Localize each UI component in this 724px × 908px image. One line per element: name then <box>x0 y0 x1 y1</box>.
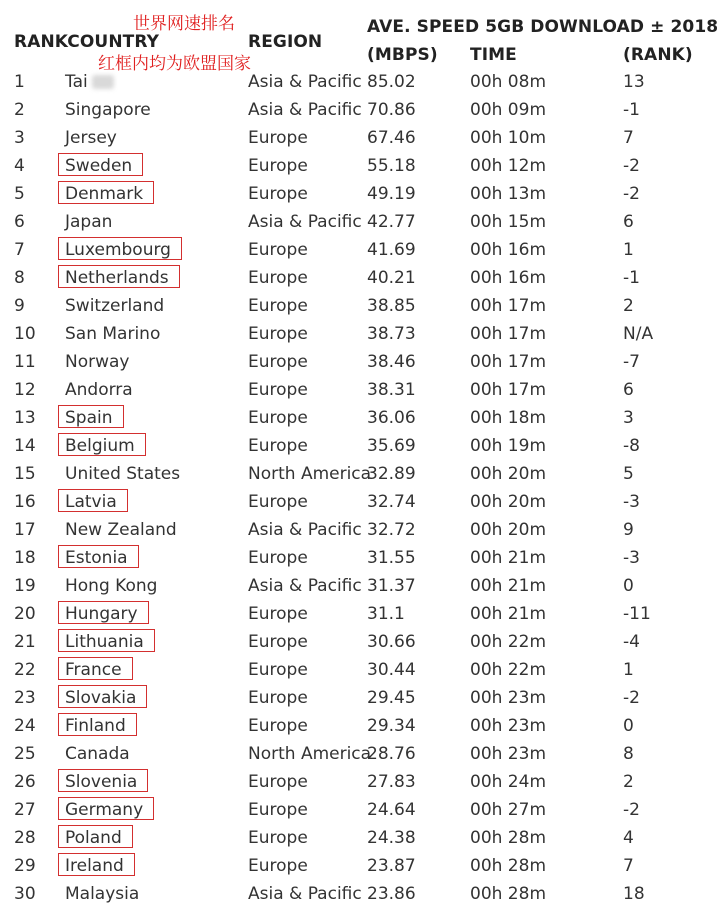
region-cell: North America <box>248 744 372 764</box>
region-cell: Europe <box>248 492 308 512</box>
speed-cell: 35.69 <box>367 436 416 456</box>
download-time-cell: 00h 18m <box>470 408 547 428</box>
country-cell: Tai <box>65 72 88 92</box>
country-cell: Luxembourg <box>65 240 171 260</box>
rank-change-cell: -7 <box>623 352 640 372</box>
region-cell: Europe <box>248 380 308 400</box>
download-time-cell: 00h 12m <box>470 156 547 176</box>
rank-change-cell: 2 <box>623 296 634 316</box>
download-time-cell: 00h 28m <box>470 884 547 904</box>
rank-cell: 28 <box>14 828 36 848</box>
country-cell: Slovakia <box>65 688 137 708</box>
table-row <box>0 544 724 572</box>
speed-cell: 70.86 <box>367 100 416 120</box>
rank-cell: 17 <box>14 520 36 540</box>
rank-cell: 16 <box>14 492 36 512</box>
download-time-cell: 00h 17m <box>470 296 547 316</box>
table-row <box>0 628 724 656</box>
country-cell: Latvia <box>65 492 117 512</box>
region-cell: Europe <box>248 352 308 372</box>
download-time-cell: 00h 23m <box>470 716 547 736</box>
eu-highlight-box <box>58 853 135 876</box>
eu-highlight-box <box>58 237 182 260</box>
speed-cell: 41.69 <box>367 240 416 260</box>
rank-change-cell: 1 <box>623 660 634 680</box>
speed-cell: 38.46 <box>367 352 416 372</box>
region-cell: Asia & Pacific <box>248 520 362 540</box>
speed-cell: 38.85 <box>367 296 416 316</box>
eu-highlight-box <box>58 265 180 288</box>
region-cell: Asia & Pacific <box>248 212 362 232</box>
rank-cell: 6 <box>14 212 25 232</box>
download-time-cell: 00h 19m <box>470 436 547 456</box>
speed-cell: 31.37 <box>367 576 416 596</box>
rank-cell: 10 <box>14 324 36 344</box>
download-time-cell: 00h 28m <box>470 828 547 848</box>
speed-cell: 40.21 <box>367 268 416 288</box>
country-cell: Finland <box>65 716 126 736</box>
speed-cell: 28.76 <box>367 744 416 764</box>
header-time: TIME <box>470 45 517 65</box>
speed-cell: 36.06 <box>367 408 416 428</box>
eu-highlight-box <box>58 433 146 456</box>
download-time-cell: 00h 21m <box>470 604 547 624</box>
table-row <box>0 292 724 320</box>
rank-change-cell: N/A <box>623 324 654 344</box>
rank-cell: 11 <box>14 352 36 372</box>
download-time-cell: 00h 10m <box>470 128 547 148</box>
download-time-cell: 00h 16m <box>470 240 547 260</box>
country-cell: Belgium <box>65 436 135 456</box>
redaction-blur <box>92 75 114 89</box>
eu-highlight-box <box>58 825 133 848</box>
eu-highlight-box <box>58 713 137 736</box>
country-cell: United States <box>65 464 181 484</box>
rank-change-cell: 6 <box>623 212 634 232</box>
download-time-cell: 00h 09m <box>470 100 547 120</box>
download-time-cell: 00h 17m <box>470 324 547 344</box>
speed-cell: 38.73 <box>367 324 416 344</box>
download-time-cell: 00h 13m <box>470 184 547 204</box>
country-cell: Singapore <box>65 100 151 120</box>
eu-highlight-box <box>58 769 148 792</box>
country-cell: Switzerland <box>65 296 165 316</box>
rank-cell: 14 <box>14 436 36 456</box>
rank-change-cell: 4 <box>623 828 634 848</box>
region-cell: Europe <box>248 660 308 680</box>
speed-cell: 23.87 <box>367 856 416 876</box>
rank-change-cell: -2 <box>623 184 640 204</box>
rank-change-cell: 13 <box>623 72 645 92</box>
rank-change-cell: 8 <box>623 744 634 764</box>
speed-cell: 29.45 <box>367 688 416 708</box>
region-cell: Europe <box>248 268 308 288</box>
rank-change-cell: -8 <box>623 436 640 456</box>
rank-change-cell: -1 <box>623 100 640 120</box>
rank-cell: 2 <box>14 100 25 120</box>
region-cell: Asia & Pacific <box>248 576 362 596</box>
country-cell: Malaysia <box>65 884 140 904</box>
download-time-cell: 00h 22m <box>470 632 547 652</box>
speed-cell: 24.64 <box>367 800 416 820</box>
table-row <box>0 656 724 684</box>
country-cell: Canada <box>65 744 130 764</box>
region-cell: Europe <box>248 240 308 260</box>
header-speed: AVE. SPEED 5GB DOWNLOAD ± 2018 <box>367 17 719 37</box>
download-time-cell: 00h 17m <box>470 380 547 400</box>
table-row <box>0 460 724 488</box>
rank-change-cell: 2 <box>623 772 634 792</box>
region-cell: Asia & Pacific <box>248 72 362 92</box>
rank-cell: 3 <box>14 128 25 148</box>
download-time-cell: 00h 17m <box>470 352 547 372</box>
country-cell: France <box>65 660 122 680</box>
rank-cell: 20 <box>14 604 36 624</box>
rank-change-cell: 0 <box>623 716 634 736</box>
table-row <box>0 852 724 880</box>
table-row <box>0 376 724 404</box>
region-cell: Europe <box>248 856 308 876</box>
eu-highlight-box <box>58 685 147 708</box>
table-row <box>0 712 724 740</box>
table-row <box>0 320 724 348</box>
country-cell: Jersey <box>65 128 117 148</box>
country-cell: San Marino <box>65 324 161 344</box>
rank-cell: 21 <box>14 632 36 652</box>
country-cell: Poland <box>65 828 122 848</box>
rank-cell: 12 <box>14 380 36 400</box>
country-cell: Sweden <box>65 156 133 176</box>
eu-highlight-box <box>58 405 124 428</box>
region-cell: Europe <box>248 800 308 820</box>
eu-highlight-box <box>58 657 133 680</box>
download-time-cell: 00h 28m <box>470 856 547 876</box>
country-cell: Lithuania <box>65 632 144 652</box>
region-cell: Europe <box>248 156 308 176</box>
rank-cell: 4 <box>14 156 25 176</box>
speed-cell: 32.89 <box>367 464 416 484</box>
region-cell: Europe <box>248 688 308 708</box>
download-time-cell: 00h 20m <box>470 464 547 484</box>
country-cell: Slovenia <box>65 772 138 792</box>
rank-cell: 27 <box>14 800 36 820</box>
rank-change-cell: 3 <box>623 408 634 428</box>
country-cell: New Zealand <box>65 520 177 540</box>
region-cell: Europe <box>248 324 308 344</box>
table-row <box>0 768 724 796</box>
download-time-cell: 00h 21m <box>470 548 547 568</box>
rank-cell: 26 <box>14 772 36 792</box>
rank-cell: 19 <box>14 576 36 596</box>
table-row <box>0 96 724 124</box>
download-time-cell: 00h 23m <box>470 744 547 764</box>
download-time-cell: 00h 24m <box>470 772 547 792</box>
rank-cell: 22 <box>14 660 36 680</box>
table-row <box>0 348 724 376</box>
region-cell: Asia & Pacific <box>248 100 362 120</box>
country-cell: Denmark <box>65 184 144 204</box>
download-time-cell: 00h 20m <box>470 520 547 540</box>
region-cell: Europe <box>248 716 308 736</box>
table-row <box>0 600 724 628</box>
table-row <box>0 124 724 152</box>
table-row <box>0 796 724 824</box>
table-row <box>0 684 724 712</box>
region-cell: Europe <box>248 772 308 792</box>
rank-change-cell: -2 <box>623 156 640 176</box>
region-cell: Europe <box>248 548 308 568</box>
speed-cell: 32.74 <box>367 492 416 512</box>
rank-change-cell: 18 <box>623 884 645 904</box>
rank-change-cell: 0 <box>623 576 634 596</box>
table-row <box>0 824 724 852</box>
table-row <box>0 488 724 516</box>
region-cell: Europe <box>248 128 308 148</box>
country-cell: Andorra <box>65 380 133 400</box>
region-cell: Europe <box>248 296 308 316</box>
region-cell: Europe <box>248 436 308 456</box>
country-cell: Netherlands <box>65 268 169 288</box>
rank-cell: 25 <box>14 744 36 764</box>
download-time-cell: 00h 22m <box>470 660 547 680</box>
speed-cell: 32.72 <box>367 520 416 540</box>
download-time-cell: 00h 23m <box>470 688 547 708</box>
country-cell: Hong Kong <box>65 576 158 596</box>
download-time-cell: 00h 08m <box>470 72 547 92</box>
speed-cell: 23.86 <box>367 884 416 904</box>
table-row <box>0 516 724 544</box>
region-cell: Europe <box>248 632 308 652</box>
rank-cell: 8 <box>14 268 25 288</box>
download-time-cell: 00h 20m <box>470 492 547 512</box>
region-cell: Asia & Pacific <box>248 884 362 904</box>
rank-change-cell: -4 <box>623 632 640 652</box>
table-row <box>0 264 724 292</box>
header-region: REGION <box>248 32 323 52</box>
rank-cell: 1 <box>14 72 25 92</box>
speed-cell: 31.55 <box>367 548 416 568</box>
country-cell: Hungary <box>65 604 138 624</box>
region-cell: North America <box>248 464 372 484</box>
speed-cell: 29.34 <box>367 716 416 736</box>
download-time-cell: 00h 27m <box>470 800 547 820</box>
country-cell: Ireland <box>65 856 124 876</box>
header-speed-unit: (MBPS) <box>367 45 438 65</box>
rank-cell: 7 <box>14 240 25 260</box>
country-cell: Estonia <box>65 548 128 568</box>
rank-change-cell: -3 <box>623 548 640 568</box>
rank-change-cell: -3 <box>623 492 640 512</box>
rank-cell: 5 <box>14 184 25 204</box>
speed-cell: 24.38 <box>367 828 416 848</box>
table-row <box>0 68 724 96</box>
rank-change-cell: -1 <box>623 268 640 288</box>
rank-cell: 18 <box>14 548 36 568</box>
eu-highlight-box <box>58 153 143 176</box>
speed-cell: 67.46 <box>367 128 416 148</box>
eu-highlight-box <box>58 181 154 204</box>
rank-cell: 15 <box>14 464 36 484</box>
table-row <box>0 880 724 908</box>
country-cell: Spain <box>65 408 113 428</box>
country-cell: Germany <box>65 800 144 820</box>
rank-change-cell: 6 <box>623 380 634 400</box>
rank-cell: 29 <box>14 856 36 876</box>
speed-cell: 30.66 <box>367 632 416 652</box>
rank-change-cell: -11 <box>623 604 651 624</box>
eu-highlight-box <box>58 797 154 820</box>
rank-cell: 24 <box>14 716 36 736</box>
table-row <box>0 572 724 600</box>
region-cell: Europe <box>248 184 308 204</box>
rank-cell: 30 <box>14 884 36 904</box>
region-cell: Europe <box>248 828 308 848</box>
eu-highlight-box <box>58 629 155 652</box>
annotation-eu-note: 红框内均为欧盟国家 <box>98 54 251 74</box>
rank-change-cell: 1 <box>623 240 634 260</box>
table-row <box>0 432 724 460</box>
header-rank-change: (RANK) <box>623 45 693 65</box>
region-cell: Europe <box>248 408 308 428</box>
annotation-title: 世界网速排名 <box>133 14 235 34</box>
region-cell: Europe <box>248 604 308 624</box>
table-row <box>0 180 724 208</box>
speed-cell: 49.19 <box>367 184 416 204</box>
rank-cell: 13 <box>14 408 36 428</box>
rank-change-cell: 5 <box>623 464 634 484</box>
rank-change-cell: -2 <box>623 800 640 820</box>
eu-highlight-box <box>58 489 128 512</box>
header-rank-country: RANKCOUNTRY <box>14 32 160 52</box>
rank-cell: 9 <box>14 296 25 316</box>
speed-cell: 30.44 <box>367 660 416 680</box>
download-time-cell: 00h 21m <box>470 576 547 596</box>
table-row <box>0 740 724 768</box>
rank-change-cell: 9 <box>623 520 634 540</box>
speed-cell: 55.18 <box>367 156 416 176</box>
table-row <box>0 208 724 236</box>
rank-change-cell: 7 <box>623 128 634 148</box>
download-time-cell: 00h 16m <box>470 268 547 288</box>
speed-cell: 85.02 <box>367 72 416 92</box>
speed-cell: 42.77 <box>367 212 416 232</box>
download-time-cell: 00h 15m <box>470 212 547 232</box>
rank-cell: 23 <box>14 688 36 708</box>
table-row <box>0 236 724 264</box>
speed-cell: 38.31 <box>367 380 416 400</box>
country-cell: Japan <box>65 212 113 232</box>
table-row <box>0 404 724 432</box>
eu-highlight-box <box>58 545 139 568</box>
rank-change-cell: 7 <box>623 856 634 876</box>
speed-cell: 27.83 <box>367 772 416 792</box>
country-cell: Norway <box>65 352 130 372</box>
table-row <box>0 152 724 180</box>
speed-cell: 31.1 <box>367 604 405 624</box>
rank-change-cell: -2 <box>623 688 640 708</box>
eu-highlight-box <box>58 601 149 624</box>
